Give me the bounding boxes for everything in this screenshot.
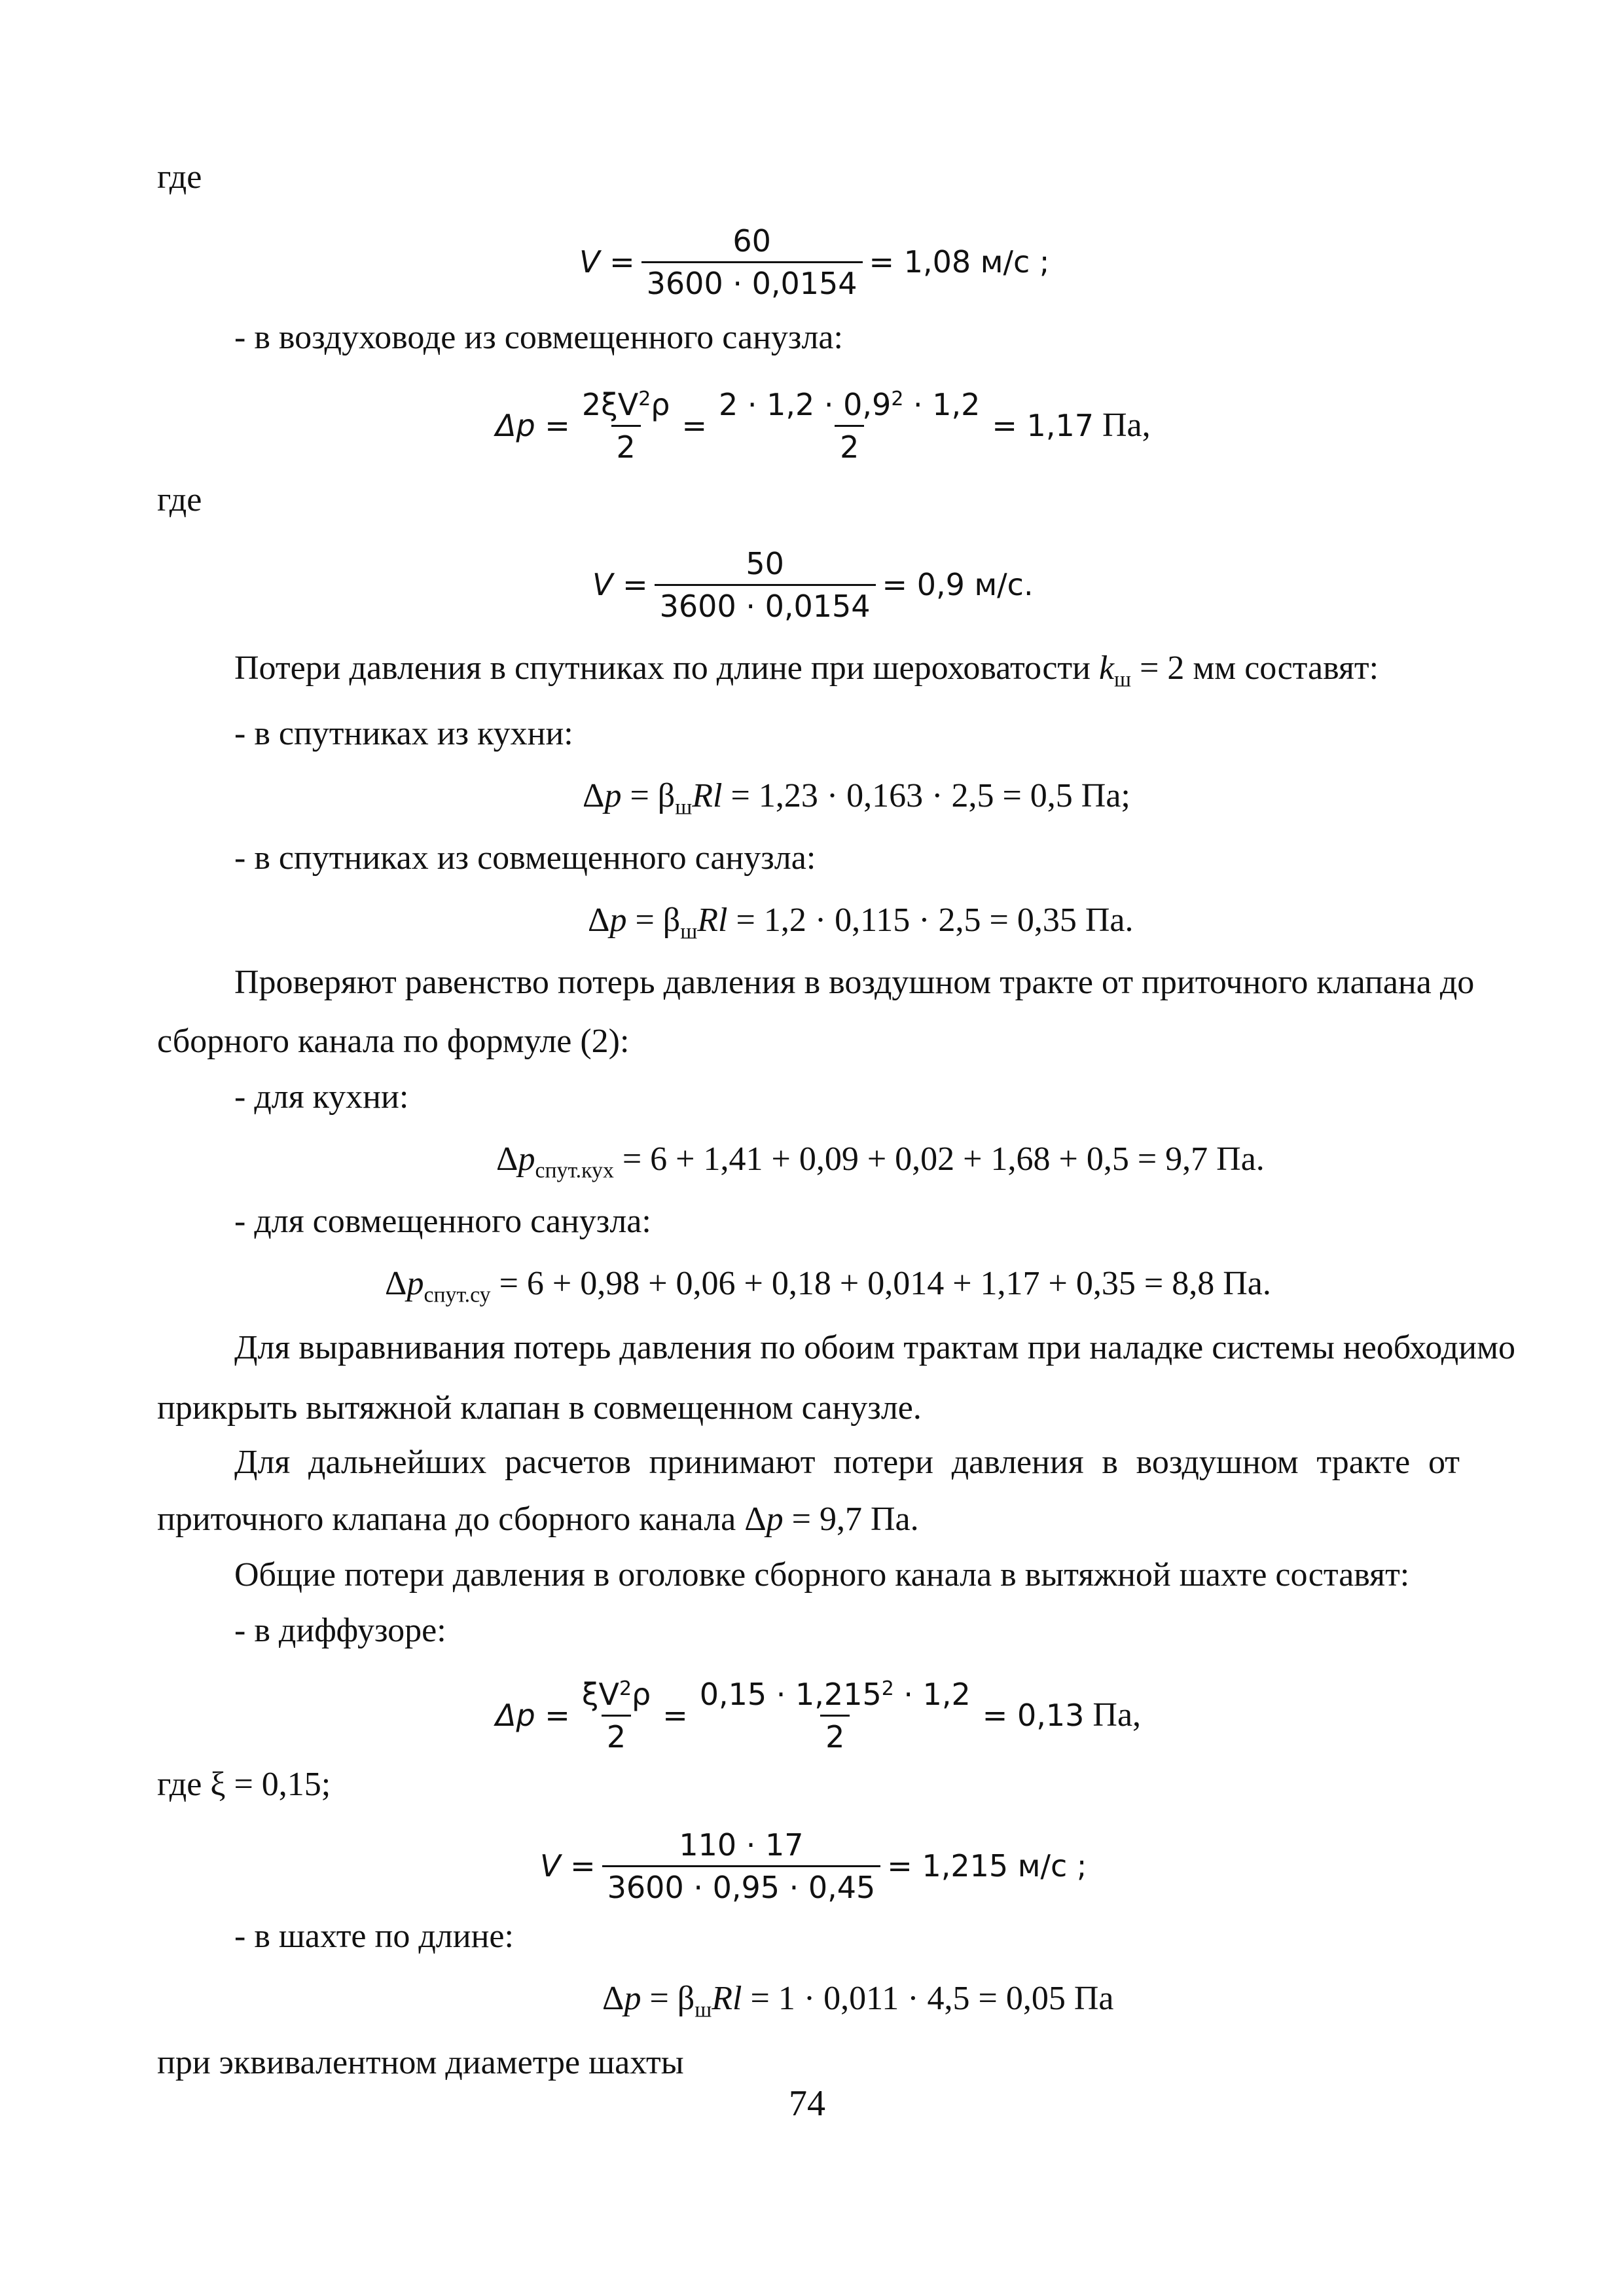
numerator-tail: ρ xyxy=(651,386,670,422)
denominator: 2 xyxy=(602,1715,631,1752)
eq-rest: = 1,2 · 0,115 · 2,5 = 0,35 Па. xyxy=(727,902,1134,939)
subscript: ш xyxy=(680,919,698,944)
numerator-tail: · 1,2 xyxy=(903,386,981,422)
var-k: k xyxy=(1098,649,1115,687)
equation-inline-3 xyxy=(496,1142,1265,1182)
denominator: 3600 · 0,95 · 0,45 xyxy=(602,1865,881,1903)
eq-equals: = xyxy=(681,408,708,443)
fraction xyxy=(602,1827,881,1905)
text-line: - в диффузоре: xyxy=(234,1612,446,1649)
eq-equals: = xyxy=(662,1698,688,1733)
equation-inline-1 xyxy=(583,779,1130,818)
numerator: 110 · 17 xyxy=(679,1827,804,1863)
eq-mid: = β xyxy=(621,777,676,814)
numerator xyxy=(577,1676,656,1715)
text-line: сборного канала по формуле (2): xyxy=(157,1023,630,1060)
eq-rhs-value: = 1,17 xyxy=(992,408,1094,443)
exponent: 2 xyxy=(891,387,904,410)
fraction xyxy=(577,386,676,465)
var-rl: Rl xyxy=(692,777,723,814)
eq-rest: = 1,23 · 0,163 · 2,5 = 0,5 Па; xyxy=(722,777,1130,814)
eq-lhs: V = xyxy=(540,1848,596,1884)
equation-velocity-2 xyxy=(592,536,1034,634)
subscript: спут.кух xyxy=(535,1158,614,1183)
delta: Δ xyxy=(496,1140,518,1178)
var-p: p xyxy=(609,902,627,939)
equation-velocity-1 xyxy=(579,213,1049,311)
numerator xyxy=(577,386,676,425)
text-line: где xyxy=(157,158,202,196)
text-part: = 9,7 Па. xyxy=(783,1501,919,1538)
eq-rest: = 6 + 1,41 + 0,09 + 0,02 + 1,68 + 0,5 = 9,7 Па. xyxy=(613,1140,1265,1178)
page-number: 74 xyxy=(789,2083,825,2124)
numerator-text: ξV xyxy=(581,1676,619,1712)
numerator-text: 2ξV xyxy=(581,386,639,422)
eq-lhs: Δp = xyxy=(496,408,570,443)
numerator-tail: ρ xyxy=(632,1676,651,1712)
eq-rhs: = 0,9 м/с. xyxy=(882,567,1034,602)
text-line: Для дальнейших расчетов принимают потери давления в воздушном тракте от xyxy=(234,1444,1460,1481)
delta: Δ xyxy=(583,777,605,814)
text-line: прикрыть вытяжной клапан в совмещенном санузле. xyxy=(157,1389,922,1427)
var-rl: Rl xyxy=(697,902,728,939)
eq-rhs xyxy=(992,409,1150,443)
numerator-tail: · 1,2 xyxy=(893,1676,971,1712)
exponent: 2 xyxy=(881,1677,894,1700)
text-line: Для выравнивания потерь давления по обоим трактам при наладке системы необходимо xyxy=(234,1329,1515,1366)
text-part: Потери давления в спутниках по длине при шероховатости xyxy=(234,649,1091,687)
text-line: Проверяют равенство потерь давления в воздушном тракте от приточного клапана до xyxy=(234,964,1475,1001)
text-line: - в шахте по длине: xyxy=(234,1918,514,1955)
text-line xyxy=(157,1503,919,1537)
delta: Δ xyxy=(385,1265,407,1302)
text-part: = 2 мм составят: xyxy=(1131,649,1379,687)
numerator xyxy=(713,386,985,425)
eq-rhs-value: = 0,13 xyxy=(982,1698,1085,1733)
delta: Δ xyxy=(588,902,610,939)
numerator: 50 xyxy=(746,545,784,581)
var-p: p xyxy=(766,1501,784,1538)
equation-inline-4 xyxy=(385,1267,1271,1306)
numerator: 60 xyxy=(732,223,771,259)
var-p: p xyxy=(604,777,622,814)
text-line: где xyxy=(157,481,202,519)
eq-rest: = 6 + 0,98 + 0,06 + 0,18 + 0,014 + 1,17 + 0,35 = 8,8 Па. xyxy=(490,1265,1271,1302)
fraction xyxy=(655,545,876,624)
equation-inline-5 xyxy=(602,1982,1114,2021)
equation-inline-2 xyxy=(588,903,1134,943)
numerator xyxy=(695,1676,976,1715)
text-line xyxy=(234,651,1379,691)
eq-lhs: Δp = xyxy=(496,1698,570,1733)
eq-mid: = β xyxy=(641,1980,695,2017)
var-p: p xyxy=(518,1140,535,1178)
subscript: ш xyxy=(1114,667,1132,692)
text-line: где ξ = 0,15; xyxy=(157,1766,331,1803)
fraction xyxy=(641,223,863,301)
text-line: - для кухни: xyxy=(234,1078,409,1116)
eq-rhs xyxy=(983,1698,1141,1732)
denominator: 2 xyxy=(611,425,641,462)
exponent: 2 xyxy=(619,1677,632,1700)
denominator: 2 xyxy=(835,425,864,462)
fraction xyxy=(695,1676,976,1755)
eq-lhs: V = xyxy=(592,567,648,602)
text-line: - в спутниках из кухни: xyxy=(234,715,573,752)
numerator-text: 2 · 1,2 · 0,9 xyxy=(719,386,892,422)
eq-rhs: = 1,08 м/с ; xyxy=(869,244,1050,280)
equation-velocity-3 xyxy=(540,1817,1087,1915)
eq-rhs: = 1,215 м/с ; xyxy=(887,1848,1087,1884)
eq-lhs: V = xyxy=(579,244,635,280)
denominator: 2 xyxy=(820,1715,850,1752)
subscript: ш xyxy=(695,1997,712,2022)
denominator: 3600 · 0,0154 xyxy=(655,584,876,621)
exponent: 2 xyxy=(638,387,651,410)
equation-pressure-loss-1 xyxy=(496,376,1151,475)
subscript: спут.су xyxy=(424,1283,491,1307)
eq-rhs-unit: Па, xyxy=(1093,407,1151,444)
eq-rest: = 1 · 0,011 · 4,5 = 0,05 Па xyxy=(742,1980,1114,2017)
subscript: ш xyxy=(675,795,693,820)
text-line: - в воздуховоде из совмещенного санузла: xyxy=(234,319,843,356)
delta: Δ xyxy=(602,1980,624,2017)
text-line: - для совмещенного санузла: xyxy=(234,1203,651,1240)
var-p: p xyxy=(406,1265,424,1302)
text-line: Общие потери давления в оголовке сборного канала в вытяжной шахте составят: xyxy=(234,1556,1410,1594)
denominator: 3600 · 0,0154 xyxy=(641,261,863,299)
fraction xyxy=(713,386,985,465)
text-part: приточного клапана до сборного канала Δ xyxy=(157,1501,767,1538)
fraction xyxy=(577,1676,656,1755)
eq-rhs-unit: Па, xyxy=(1084,1696,1142,1734)
var-p: p xyxy=(624,1980,641,2017)
var-rl: Rl xyxy=(712,1980,742,2017)
numerator-text: 0,15 · 1,215 xyxy=(699,1676,882,1712)
eq-mid: = β xyxy=(626,902,681,939)
text-line: - в спутниках из совмещенного санузла: xyxy=(234,839,816,877)
text-line: при эквивалентном диаметре шахты xyxy=(157,2044,684,2081)
equation-pressure-loss-2 xyxy=(496,1666,1141,1764)
